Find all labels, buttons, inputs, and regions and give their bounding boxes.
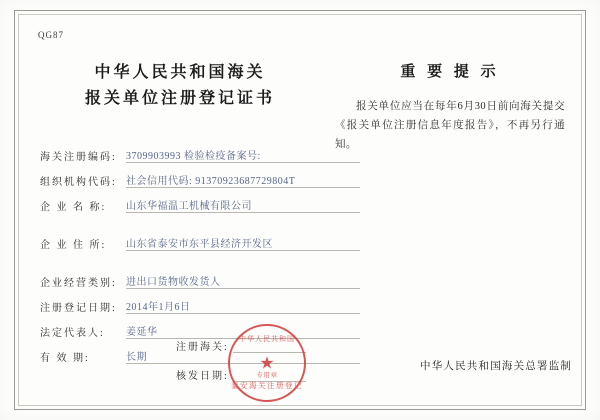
field-label: 有 效 期: (40, 353, 90, 364)
field-label: 海关注册编码: (40, 152, 117, 163)
field-row (40, 272, 360, 289)
title-line-2: 报关单位注册登记证书 (84, 90, 275, 107)
notice-body: 报关单位应当在每年6月30日前向海关提交《报关单位注册信息年度报告》，不再另行通知。 (335, 101, 565, 150)
field-row (40, 146, 360, 163)
field-row (40, 171, 360, 188)
field-label: 企 业 住 所: (40, 240, 107, 251)
field-value: 2014年1月6日 (126, 298, 360, 314)
seal-star-icon: ★ (259, 353, 275, 373)
field-value: 姜延华 (126, 323, 360, 339)
field-label: 注册登记日期: (40, 303, 117, 314)
official-seal (228, 324, 306, 402)
title-line-1: 中华人民共和国海关 (94, 64, 266, 81)
field-label: 组织机构代码: (40, 177, 117, 188)
field-value: 山东华福温工机械有限公司 (126, 197, 360, 213)
field-row (40, 196, 360, 213)
seal-mid-text: 专用章 (256, 372, 278, 379)
issue-date-label: 核发日期: (176, 371, 229, 382)
field-value: 山东省泰安市东平县经济开发区 (126, 235, 360, 251)
field-row (40, 234, 360, 251)
seal-bottom-text: 泰安海关注册登记 (231, 381, 303, 390)
certificate-title (40, 60, 320, 112)
field-value: 3709903993 检验检疫备案号: (126, 147, 360, 163)
field-row (40, 322, 360, 339)
important-notice (335, 60, 565, 154)
registrar-label: 注册海关: (176, 342, 229, 353)
field-row (40, 297, 360, 314)
field-label: 法定代表人: (40, 328, 105, 339)
notice-title: 重 要 提 示 (400, 64, 500, 80)
seal-top-text: 中华人民共和国 (239, 335, 295, 343)
field-label: 企业经营类别: (40, 278, 117, 289)
field-value: 长期 (126, 348, 360, 364)
issuing-authority: 中华人民共和国海关总署监制 (420, 361, 573, 372)
document-code: QG87 (38, 30, 64, 40)
field-value: 社会信用代码: 91370923687729804T (126, 172, 360, 188)
field-value: 进出口货物收发货人 (126, 273, 360, 289)
field-label: 企 业 名 称: (40, 202, 107, 213)
